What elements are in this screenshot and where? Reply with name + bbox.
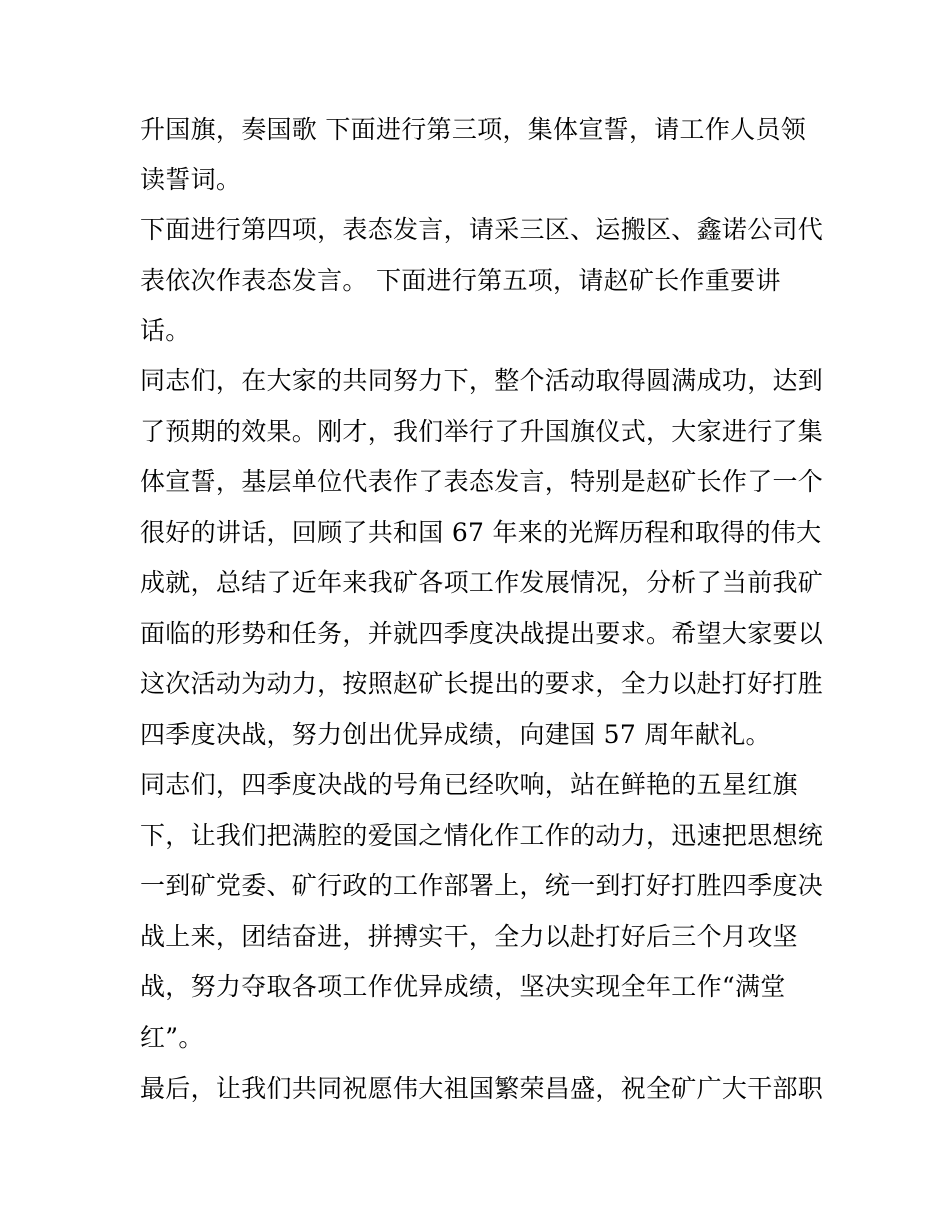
text-line: 成就，总结了近年来我矿各项工作发展情况，分析了当前我矿 xyxy=(140,568,824,597)
text-line: 同志们，四季度决战的号角已经吹响，站在鲜艳的五星红旗 xyxy=(140,770,798,799)
text-line: 读誓词。 xyxy=(140,165,242,194)
text-line: 红”。 xyxy=(140,1023,204,1052)
text-line: 了预期的效果。刚才，我们举行了升国旗仪式，大家进行了集 xyxy=(140,417,824,446)
text-line: 同志们，在大家的共同努力下，整个活动取得圆满成功，达到 xyxy=(140,366,824,395)
text-line: 面临的形势和任务，并就四季度决战提出要求。希望大家要以 xyxy=(140,619,824,648)
text-line: 话。 xyxy=(140,316,191,345)
text-line: 很好的讲话，回顾了共和国 67 年来的光辉历程和取得的伟大 xyxy=(140,518,822,547)
text-line: 体宣誓，基层单位代表作了表态发言，特别是赵矿长作了一个 xyxy=(140,467,824,496)
text-line: 战上来，团结奋进，拼搏实干，全力以赴打好后三个月攻坚 xyxy=(140,922,798,951)
text-line: 四季度决战，努力创出优异成绩，向建国 57 周年献礼。 xyxy=(140,720,771,749)
text-line: 战，努力夺取各项工作优异成绩，坚决实现全年工作“满堂 xyxy=(140,972,786,1001)
text-line: 一到矿党委、矿行政的工作部署上，统一到打好打胜四季度决 xyxy=(140,871,824,900)
text-line: 升国旗，奏国歌 下面进行第三项，集体宣誓，请工作人员领 xyxy=(140,115,807,144)
text-line: 表依次作表态发言。 下面进行第五项，请赵矿长作重要讲 xyxy=(140,266,781,295)
text-line: 最后，让我们共同祝愿伟大祖国繁荣昌盛，祝全矿广大干部职 xyxy=(140,1074,824,1103)
text-line: 下，让我们把满腔的爱国之情化作工作的动力，迅速把思想统 xyxy=(140,821,824,850)
text-line: 这次活动为动力，按照赵矿长提出的要求，全力以赴打好打胜 xyxy=(140,669,824,698)
text-line: 下面进行第四项，表态发言，请采三区、运搬区、鑫诺公司代 xyxy=(140,215,824,244)
